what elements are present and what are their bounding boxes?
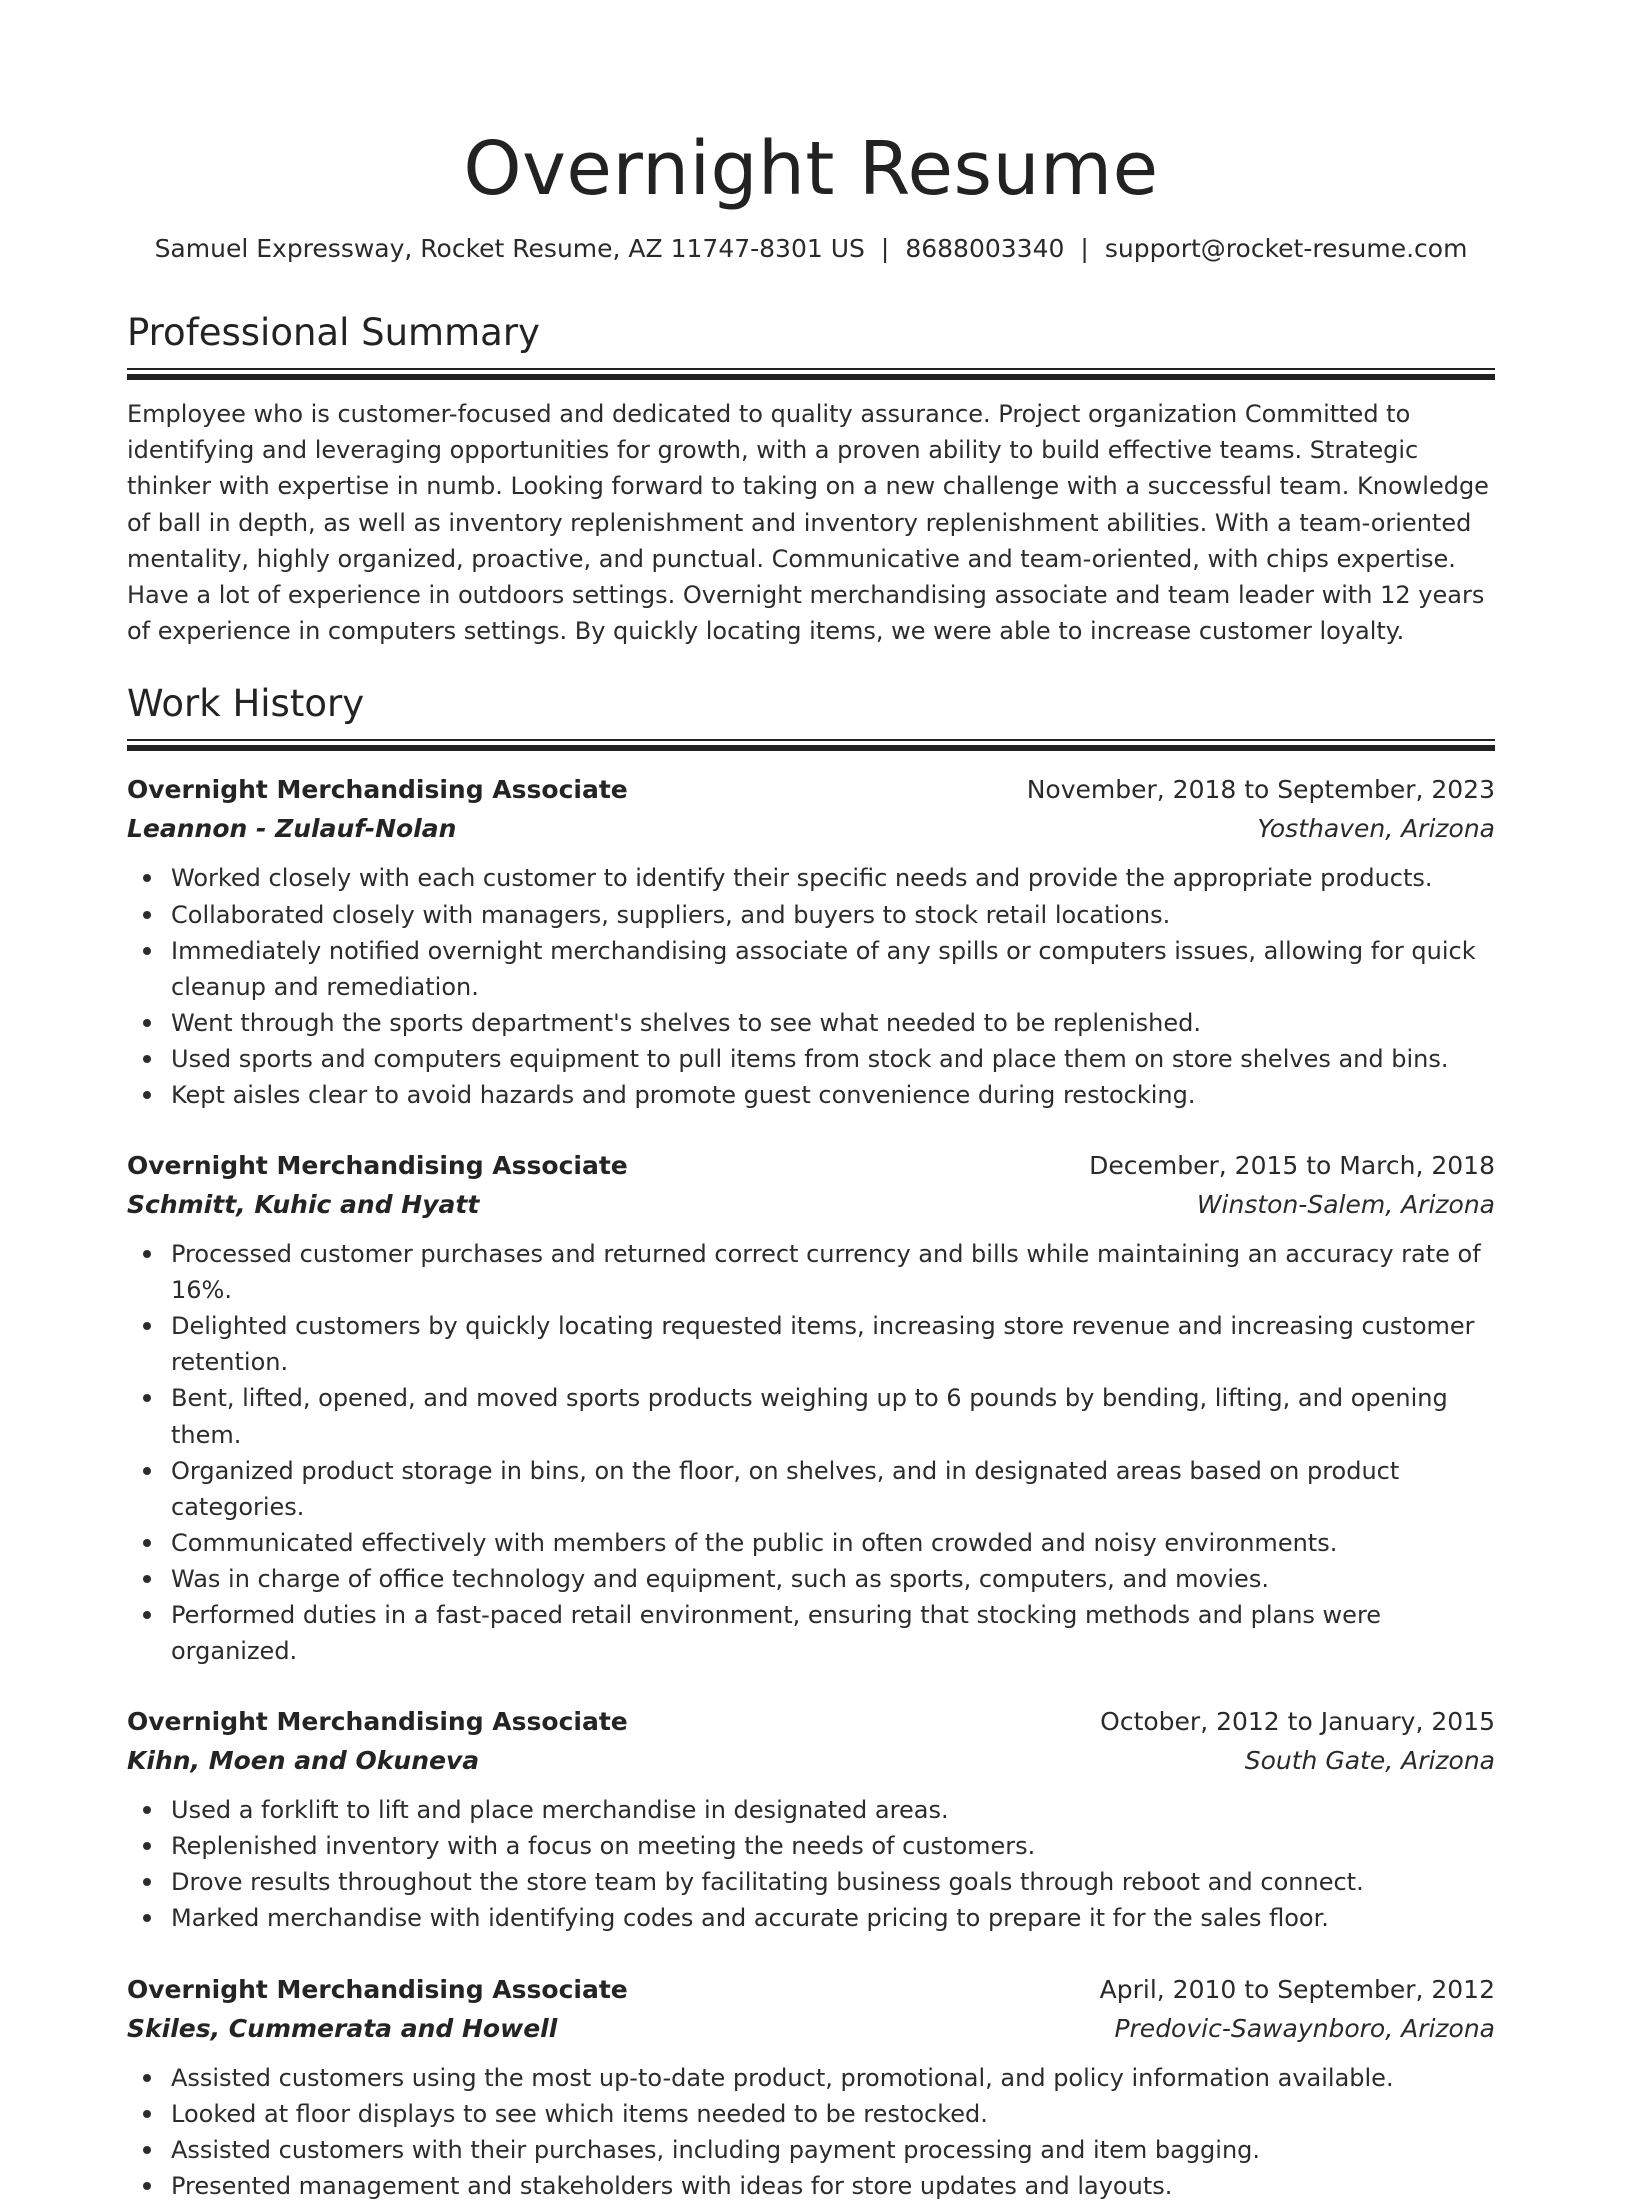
job-list	[127, 771, 1495, 2204]
contact-separator: |	[880, 234, 890, 263]
job-bullet-item	[127, 860, 1495, 896]
job-title: Overnight Merchandising Associate	[127, 775, 628, 805]
job-company-row	[127, 2009, 1495, 2048]
bullet-dot-icon	[143, 1842, 151, 1850]
job-bullet-text: Bent, lifted, opened, and moved sports products weighing up to 6 pounds by bending, lifting, and opening them.	[171, 1384, 1448, 1449]
job-header-row	[127, 1971, 1495, 2009]
work-history-section	[127, 681, 1495, 2204]
job-bullet-item	[127, 1828, 1495, 1864]
job-bullet-text: Went through the sports department's shelves to see what needed to be replenished.	[171, 1008, 1202, 1037]
job-location: Predovic-Sawaynboro, Arizona	[1114, 2013, 1495, 2043]
job-location: Yosthaven, Arizona	[1257, 814, 1495, 844]
job-entry	[127, 771, 1495, 1113]
bullet-dot-icon	[143, 874, 151, 882]
job-bullet-item	[127, 897, 1495, 933]
job-bullet-item	[127, 1453, 1495, 1525]
job-entry	[127, 1147, 1495, 1669]
bullet-dot-icon	[143, 1467, 151, 1475]
job-bullet-item	[127, 933, 1495, 1005]
job-bullet-list	[127, 860, 1495, 1113]
job-dates: November, 2018 to September, 2023	[1026, 775, 1495, 805]
job-bullet-item	[127, 2060, 1495, 2096]
resume-name: Overnight Resume	[463, 126, 1159, 212]
bullet-dot-icon	[143, 1914, 151, 1922]
bullet-dot-icon	[143, 1019, 151, 1027]
job-company: Leannon - Zulauf-Nolan	[127, 814, 457, 844]
contact-line	[127, 232, 1495, 266]
job-bullet-item	[127, 1597, 1495, 1669]
bullet-dot-icon	[143, 1322, 151, 1330]
job-location: South Gate, Arizona	[1244, 1746, 1495, 1776]
contact-address: Samuel Expressway, Rocket Resume, AZ 11747-8301 US	[154, 234, 865, 263]
section-divider	[127, 368, 1495, 380]
job-bullet-item	[127, 2168, 1495, 2204]
job-bullet-item	[127, 1005, 1495, 1041]
job-bullet-item	[127, 1525, 1495, 1561]
bullet-dot-icon	[143, 2146, 151, 2154]
job-bullet-text: Replenished inventory with a focus on meeting the needs of customers.	[171, 1832, 1036, 1861]
job-header-row	[127, 1147, 1495, 1185]
job-title: Overnight Merchandising Associate	[127, 1707, 628, 1737]
job-bullet-item	[127, 2096, 1495, 2132]
job-bullet-text: Processed customer purchases and returned correct currency and bills while maintaining an accuracy rate of 16%.	[171, 1240, 1481, 1305]
job-dates: December, 2015 to March, 2018	[1089, 1151, 1495, 1181]
job-bullet-item	[127, 1041, 1495, 1077]
job-company: Schmitt, Kuhic and Hyatt	[127, 1190, 480, 1220]
job-company-row	[127, 809, 1495, 848]
bullet-dot-icon	[143, 1611, 151, 1619]
job-bullet-text: Presented management and stakeholders with ideas for store updates and layouts.	[171, 2171, 1173, 2200]
contact-phone: 8688003340	[905, 234, 1065, 263]
resume-page	[127, 0, 1495, 2204]
bullet-dot-icon	[143, 1575, 151, 1583]
bullet-dot-icon	[143, 1806, 151, 1814]
job-company: Kihn, Moen and Okuneva	[127, 1746, 480, 1776]
bullet-dot-icon	[143, 911, 151, 919]
job-bullet-text: Kept aisles clear to avoid hazards and promote guest convenience during restocking.	[171, 1080, 1196, 1109]
job-bullet-text: Organized product storage in bins, on the floor, on shelves, and in designated areas based on product categories.	[171, 1456, 1400, 1521]
job-bullet-item	[127, 1561, 1495, 1597]
section-title-summary: Professional Summary	[127, 311, 540, 354]
job-bullet-list	[127, 1792, 1495, 1936]
bullet-dot-icon	[143, 1250, 151, 1258]
job-company: Skiles, Cummerata and Howell	[127, 2013, 558, 2043]
job-bullet-item	[127, 1380, 1495, 1452]
contact-separator: |	[1080, 234, 1089, 263]
job-bullet-text: Assisted customers using the most up-to-date product, promotional, and policy information available.	[171, 2063, 1394, 2092]
bullet-dot-icon	[143, 947, 151, 955]
bullet-dot-icon	[143, 2110, 151, 2118]
section-divider	[127, 739, 1495, 751]
job-bullet-item	[127, 1236, 1495, 1308]
section-title-work-history: Work History	[127, 682, 365, 726]
job-dates: April, 2010 to September, 2012	[1099, 1974, 1495, 2004]
job-bullet-text: Used sports and computers equipment to pull items from stock and place them on store shelves and bins.	[171, 1044, 1449, 1073]
job-bullet-text: Performed duties in a fast-paced retail environment, ensuring that stocking methods and plans were organized.	[171, 1601, 1382, 1666]
job-bullet-item	[127, 2132, 1495, 2168]
job-bullet-text: Used a forklift to lift and place merchandise in designated areas.	[171, 1796, 949, 1825]
job-bullet-item	[127, 1900, 1495, 1936]
job-company-row	[127, 1741, 1495, 1780]
job-bullet-text: Communicated effectively with members of the public in often crowded and noisy environments.	[171, 1528, 1338, 1557]
job-bullet-item	[127, 1308, 1495, 1380]
job-bullet-list	[127, 1236, 1495, 1669]
job-header-row	[127, 771, 1495, 809]
job-dates: October, 2012 to January, 2015	[1100, 1707, 1495, 1737]
bullet-dot-icon	[143, 1055, 151, 1063]
job-bullet-text: Assisted customers with their purchases, including payment processing and item bagging.	[171, 2135, 1261, 2164]
job-company-row	[127, 1185, 1495, 1224]
job-bullet-text: Worked closely with each customer to identify their specific needs and provide the appropriate products.	[171, 864, 1433, 893]
job-bullet-text: Was in charge of office technology and equipment, such as sports, computers, and movies.	[171, 1564, 1269, 1593]
summary-text: Employee who is customer-focused and dedicated to quality assurance. Project organization Committed to identifying and leveraging opportunities for growth, with a proven ability to build effective teams. Strategic thinker with expertise in numb. Looking forward to taking on a new challenge with a successful team. Knowledge of ball in depth, as well as inventory replenishment and inventory replenishment abilities. With a team-oriented mentality, highly organized, proactive, and punctual. Communicative and team-oriented, with chips expertise. Have a lot of experience in outdoors settings. Overnight merchandising associate and team leader with 12 years of experience in computers settings. By quickly locating items, we were able to increase customer loyalty.	[127, 400, 1489, 646]
job-bullet-text: Looked at floor displays to see which items needed to be restocked.	[171, 2099, 988, 2128]
job-bullet-item	[127, 1077, 1495, 1113]
bullet-dot-icon	[143, 1878, 151, 1886]
bullet-dot-icon	[143, 1394, 151, 1402]
bullet-dot-icon	[143, 1539, 151, 1547]
job-entry	[127, 1971, 1495, 2204]
job-bullet-text: Delighted customers by quickly locating requested items, increasing store revenue and increasing customer retention.	[171, 1312, 1475, 1377]
job-entry	[127, 1703, 1495, 1936]
contact-email: support@rocket-resume.com	[1104, 234, 1468, 263]
job-title: Overnight Merchandising Associate	[127, 1974, 628, 2004]
professional-summary-section	[127, 310, 1495, 649]
job-bullet-list	[127, 2060, 1495, 2204]
job-title: Overnight Merchandising Associate	[127, 1151, 628, 1181]
job-bullet-text: Marked merchandise with identifying codes and accurate pricing to prepare it for the sales floor.	[171, 1904, 1329, 1933]
bullet-dot-icon	[143, 2074, 151, 2082]
job-location: Winston-Salem, Arizona	[1196, 1190, 1495, 1220]
job-header-row	[127, 1703, 1495, 1741]
job-bullet-text: Immediately notified overnight merchandising associate of any spills or computers issues, allowing for quick cleanup and remediation.	[171, 936, 1476, 1001]
job-bullet-item	[127, 1864, 1495, 1900]
job-bullet-text: Drove results throughout the store team by facilitating business goals through reboot and connect.	[171, 1868, 1364, 1897]
job-bullet-text: Collaborated closely with managers, suppliers, and buyers to stock retail locations.	[171, 900, 1171, 929]
job-bullet-item	[127, 1792, 1495, 1828]
bullet-dot-icon	[143, 1091, 151, 1099]
bullet-dot-icon	[143, 2182, 151, 2190]
